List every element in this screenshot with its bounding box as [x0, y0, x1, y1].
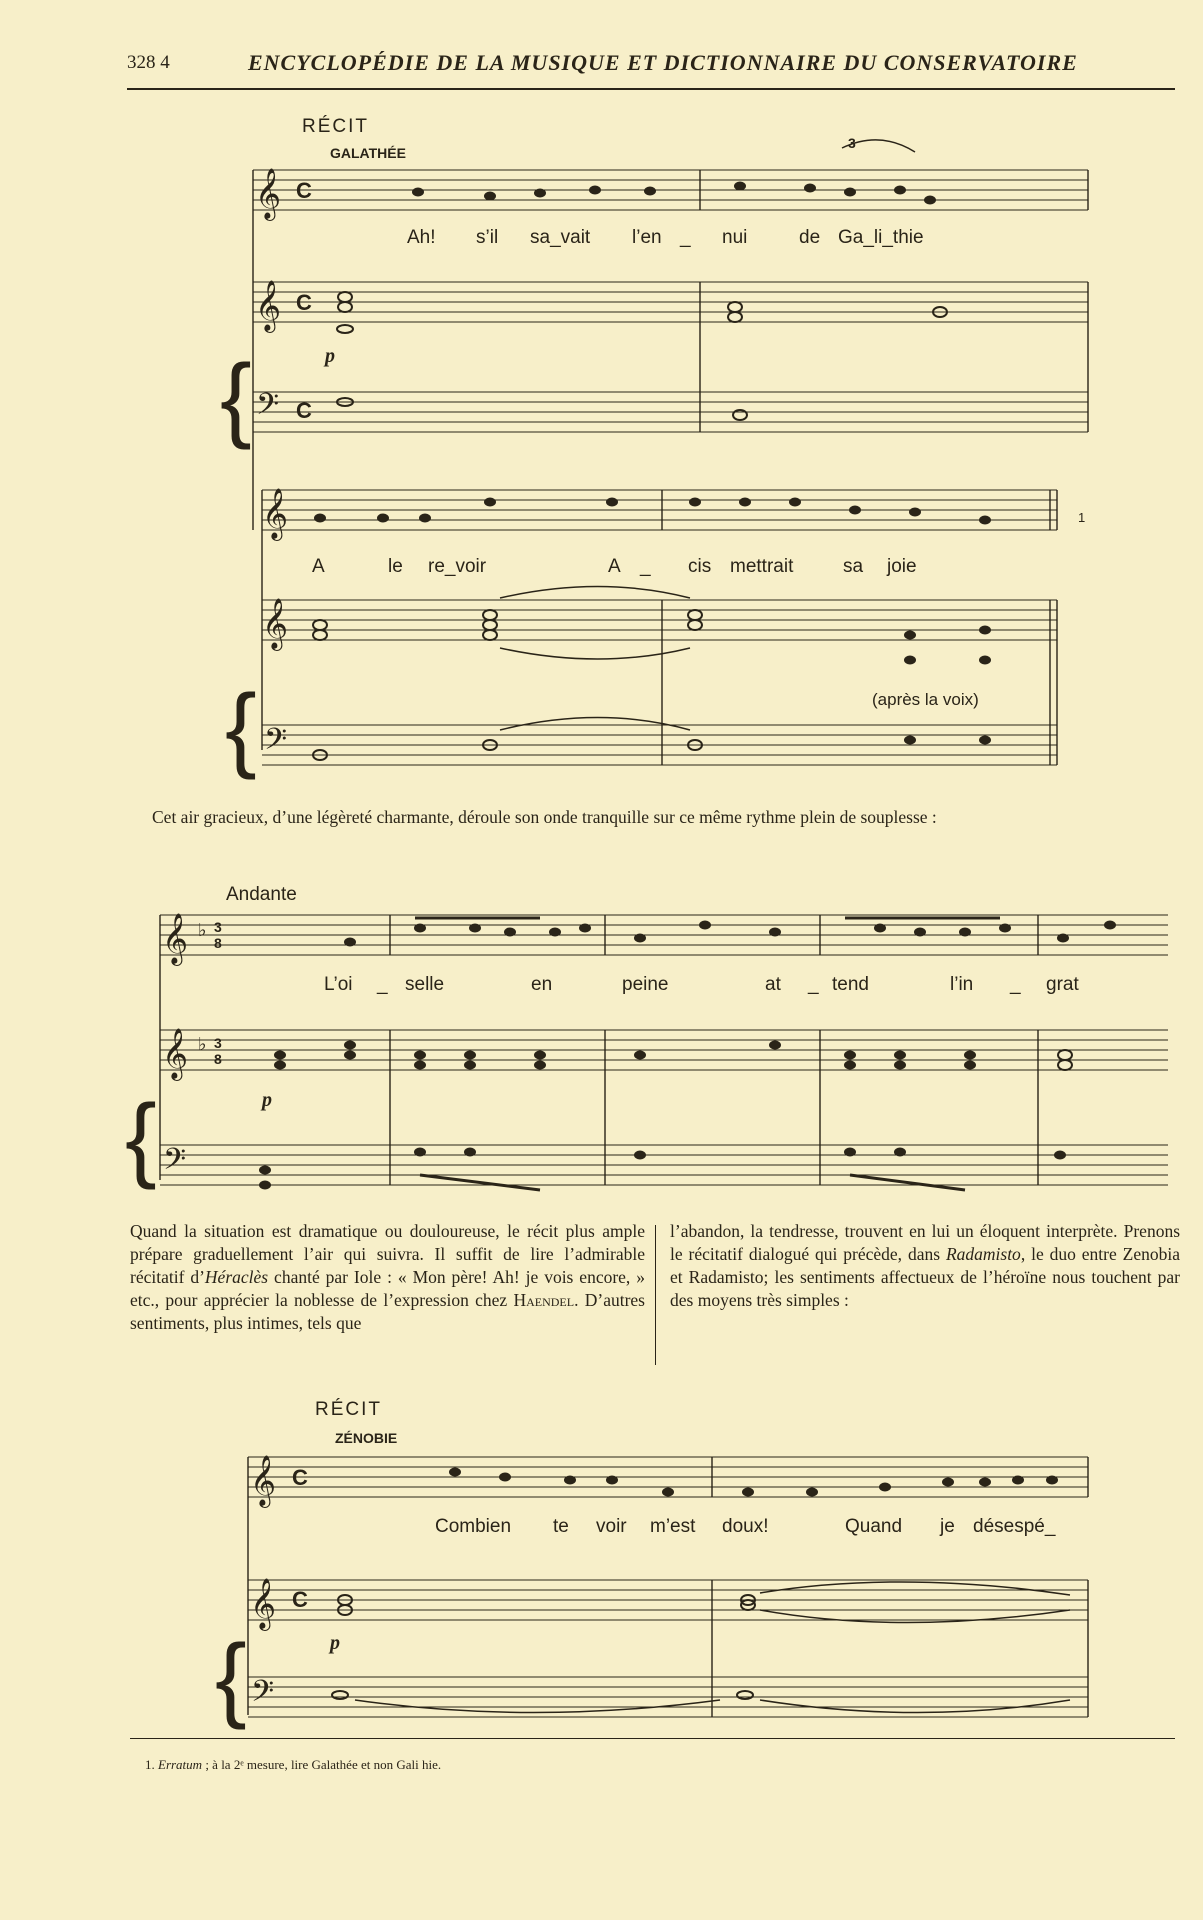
svg-text:L’oi: L’oi — [324, 974, 353, 995]
treble-clef-icon: 𝄞 — [162, 1028, 189, 1079]
brace-icon: { — [225, 675, 257, 781]
paragraph-left-column: Quand la situation est dramatique ou douloureuse, le récit plus ample prépare graduellement l’air qui suivra. Il suffit de lire l’admirable récitatif d’Héraclès chanté par Iole : « Mon père! Ah! je vois encore, » etc., pour apprécier la noblesse de l’expression chez Haendel. D’autres sentiments, plus intimes, tels que — [130, 1221, 645, 1333]
svg-text:8: 8 — [214, 1051, 222, 1067]
treble-clef-icon: 𝄞 — [250, 1578, 277, 1629]
lyrics-line-1 — [407, 227, 924, 248]
svg-text:C: C — [296, 178, 312, 203]
svg-text:sa: sa — [843, 556, 864, 577]
svg-text:C: C — [292, 1465, 308, 1490]
svg-text:grat: grat — [1046, 974, 1079, 995]
svg-text:_: _ — [808, 974, 819, 995]
piano-bass-staff-1 — [253, 392, 1088, 432]
role-name: ZÉNOBIE — [335, 1430, 398, 1446]
treble-clef-icon: 𝄞 — [162, 913, 189, 964]
svg-text:l’en: l’en — [632, 227, 662, 248]
treble-clef-icon: 𝄞 — [262, 488, 289, 539]
header-rule — [127, 88, 1175, 90]
svg-text:_: _ — [1010, 974, 1021, 995]
svg-text:le: le — [388, 556, 403, 577]
brace-icon: { — [220, 345, 252, 451]
piano-treble-staff-1 — [253, 282, 1088, 322]
section-label: RÉCIT — [302, 116, 369, 137]
brace-icon: { — [215, 1625, 247, 1731]
svg-text:m’est: m’est — [650, 1516, 696, 1537]
bass-clef-icon: 𝄢 — [251, 1675, 275, 1716]
running-header: ENCYCLOPÉDIE DE LA MUSIQUE ET DICTIONNAIRE DU CONSERVATOIRE — [248, 50, 1078, 75]
treble-clef-icon: 𝄞 — [262, 598, 289, 649]
voice-staff-2 — [262, 490, 1057, 530]
bass-clef-icon: 𝄢 — [256, 388, 280, 429]
svg-text:nui: nui — [722, 227, 748, 248]
svg-text:l’in: l’in — [950, 974, 974, 995]
page-number: 328 4 — [127, 52, 170, 73]
bass-clef-icon: 𝄢 — [264, 723, 288, 764]
svg-text:désespé_: désespé_ — [973, 1516, 1056, 1537]
music-example-2 — [0, 880, 1203, 1190]
svg-text:cis: cis — [688, 556, 712, 577]
svg-text:Quand: Quand — [845, 1516, 903, 1537]
lyrics-andante — [324, 974, 1079, 995]
svg-text:C: C — [296, 290, 312, 315]
footnote-marker: 1 — [1078, 510, 1086, 525]
music-example-3 — [0, 1395, 1203, 1735]
footnote-rule — [130, 1738, 1175, 1739]
dynamic-marking: p — [330, 1632, 340, 1654]
music-example-1 — [0, 100, 1203, 800]
footnote: 1. Erratum ; à la 2ᵉ mesure, lire Galathée et non Gali hie. — [145, 1757, 442, 1772]
svg-text:Ga_li_thie: Ga_li_thie — [838, 227, 924, 248]
brace-icon: { — [125, 1085, 157, 1191]
treble-clef-icon: 𝄞 — [255, 168, 282, 219]
svg-text:sa_vait: sa_vait — [530, 227, 591, 248]
paragraph-right-column: l’abandon, la tendresse, trouvent en lui un éloquent interprète. Prenons le récitatif dialogué qui précède, dans Radamisto, le duo entre Zenobia et Radamisto; les sentiments affectueux de l’héroïne nous touchent par des moyens très simples : — [670, 1221, 1180, 1310]
svg-text:Ah!: Ah! — [407, 227, 436, 248]
svg-text:de: de — [799, 227, 821, 248]
performance-instruction: (après la voix) — [872, 690, 979, 709]
svg-text:8: 8 — [214, 935, 222, 951]
svg-text:doux!: doux! — [722, 1516, 769, 1537]
svg-text:en: en — [531, 974, 553, 995]
svg-text:selle: selle — [405, 974, 445, 995]
svg-text:A: A — [312, 556, 325, 577]
triplet-mark: 3 — [848, 135, 856, 151]
tempo-marking: Andante — [226, 884, 297, 905]
section-label: RÉCIT — [315, 1399, 382, 1420]
svg-text:C: C — [296, 398, 312, 423]
svg-text:at: at — [765, 974, 781, 995]
bass-clef-icon: 𝄢 — [163, 1143, 187, 1184]
role-name: GALATHÉE — [330, 145, 406, 161]
column-divider — [655, 1225, 656, 1365]
svg-text:peine: peine — [622, 974, 669, 995]
dynamic-marking: p — [262, 1089, 272, 1111]
svg-text:joie: joie — [887, 556, 917, 577]
lyrics-recit-2 — [435, 1516, 1056, 1537]
svg-text:A: A — [608, 556, 621, 577]
voice-notes-1 — [412, 182, 936, 205]
svg-text:3: 3 — [214, 1035, 222, 1051]
svg-text:voir: voir — [596, 1516, 627, 1537]
svg-text:3: 3 — [214, 919, 222, 935]
svg-text:re_voir: re_voir — [428, 556, 487, 577]
svg-text:Combien: Combien — [435, 1516, 512, 1537]
svg-text:♭: ♭ — [198, 1034, 207, 1054]
treble-clef-icon: 𝄞 — [250, 1455, 277, 1506]
treble-clef-icon: 𝄞 — [255, 280, 282, 331]
voice-staff-1 — [253, 170, 1088, 210]
svg-text:mettrait: mettrait — [730, 556, 794, 577]
svg-text:s’il: s’il — [476, 227, 499, 248]
svg-text:C: C — [292, 1587, 308, 1612]
dynamic-marking: p — [325, 345, 335, 367]
svg-text:_: _ — [640, 556, 651, 577]
svg-text:_: _ — [377, 974, 388, 995]
lyrics-line-2 — [312, 556, 917, 577]
svg-text:te: te — [553, 1516, 569, 1537]
svg-text:tend: tend — [832, 974, 869, 995]
svg-text:je: je — [940, 1516, 955, 1537]
svg-text:_: _ — [680, 227, 691, 248]
svg-text:♭: ♭ — [198, 920, 207, 940]
paragraph-intro: Cet air gracieux, d’une légèreté charmante, déroule son onde tranquille sur ce même rythme plein de souplesse : — [152, 807, 937, 827]
